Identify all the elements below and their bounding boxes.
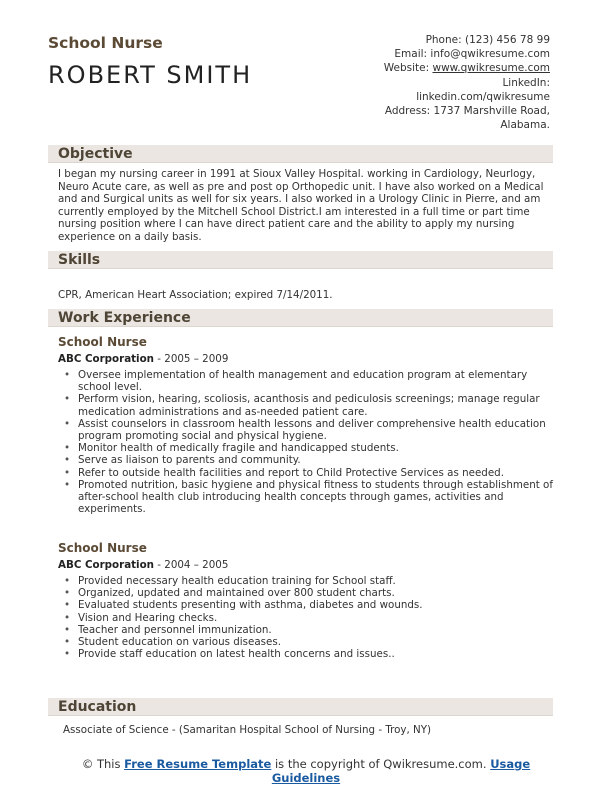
footer-prefix: © This [81, 757, 125, 771]
job-1-title: School Nurse [58, 335, 147, 349]
contact-block [320, 33, 550, 132]
list-item: • Perform vision, hearing, scoliosis, acanthosis and pediculosis screenings; manage regular medication administrations and as-needed patient care. [58, 393, 553, 417]
experience-section-bar [48, 309, 553, 327]
address-label: Address: [384, 105, 431, 118]
job-2-company: ABC Corporation [58, 559, 154, 571]
list-item: • Serve as liaison to parents and community. [58, 454, 553, 466]
phone-label: Phone: [425, 34, 462, 46]
usage-guidelines-link-part-1[interactable]: Usage [490, 757, 531, 771]
phone-value: (123) 456 78 99 [464, 34, 550, 46]
contact-phone [320, 33, 550, 47]
job-2-duties [58, 575, 553, 660]
usage-guidelines-link-part-2[interactable]: Guidelines [271, 771, 341, 785]
email-value[interactable]: info@qwikresume.com [430, 48, 550, 61]
list-item: • Assist counselors in classroom health lessons and deliver comprehensive health education program promoting social and physical hygiene. [58, 418, 553, 442]
contact-linkedin-label: LinkedIn: [502, 76, 550, 89]
skills-text: CPR, American Heart Association; expired 7/14/2011. [58, 289, 333, 301]
list-item: • Vision and Hearing checks. [58, 612, 553, 624]
education-text: Associate of Science - (Samaritan Hospital School of Nursing - Troy, NY) [63, 724, 432, 736]
list-item: • Monitor health of medically fragile and handicapped students. [58, 442, 553, 454]
website-link[interactable]: www.qwikresume.com [432, 62, 550, 75]
footer [0, 757, 612, 785]
address-line-2: Alabama. [500, 119, 550, 132]
list-item: • Organized, updated and maintained over 800 student charts. [58, 587, 553, 599]
contact-linkedin-value[interactable]: linkedin.com/qwikresume [416, 90, 550, 103]
header-full-name: ROBERT SMITH [48, 61, 253, 89]
list-item: • Provide staff education on latest health concerns and issues.. [58, 648, 553, 660]
skills-section-bar [48, 251, 553, 269]
objective-text: I began my nursing career in 1991 at Sioux Valley Hospital. working in Cardiology, Neurlogy, Neuro Acute care, as well as pre and post op Orthopedic unit. I have also worked on a Medical and and Surgical units as well for six years. I also worked in a Urology Clinic in Pierre, and am currently employed by the Mitchell School District.I am interested in a full time or part time nursing position where I can have direct patient care and the ability to apply my nursing experience on a daily basis. [58, 168, 544, 243]
contact-email [320, 47, 550, 61]
header-job-title: School Nurse [48, 34, 163, 52]
list-item: • Student education on various diseases. [58, 636, 553, 648]
contact-website [320, 61, 550, 75]
job-2-title: School Nurse [58, 541, 147, 555]
address-line-1: 1737 Marshville Road, [433, 105, 550, 118]
list-item: • Oversee implementation of health management and education program at elementary school level. [58, 369, 553, 393]
list-item: • Provided necessary health education training for School staff. [58, 575, 553, 587]
job-1-duties [58, 369, 553, 515]
footer-middle: is the copyright of Qwikresume.com. [271, 757, 491, 771]
skills-heading: Skills [58, 252, 101, 268]
list-item: • Evaluated students presenting with asthma, diabetes and wounds. [58, 599, 553, 611]
list-item: • Teacher and personnel immunization. [58, 624, 553, 636]
job-2-dates: - 2004 – 2005 [154, 559, 229, 571]
job-1-dates: - 2005 – 2009 [154, 353, 229, 365]
job-1-company-line [58, 353, 228, 365]
experience-heading: Work Experience [58, 310, 191, 326]
objective-heading: Objective [58, 146, 133, 162]
contact-address [320, 104, 550, 118]
free-resume-template-link[interactable]: Free Resume Template [124, 757, 272, 771]
website-label: Website: [383, 62, 430, 75]
job-2-company-line [58, 559, 228, 571]
list-item: • Refer to outside health facilities and report to Child Protective Services as needed. [58, 467, 553, 479]
objective-section-bar [48, 145, 553, 163]
education-heading: Education [58, 699, 137, 715]
list-item: • Promoted nutrition, basic hygiene and physical fitness to students through establishment of after-school health club introducing health concepts through games, activities and experiments. [58, 479, 553, 516]
education-section-bar [48, 698, 553, 716]
email-label: Email: [394, 48, 428, 61]
job-1-company: ABC Corporation [58, 353, 154, 365]
